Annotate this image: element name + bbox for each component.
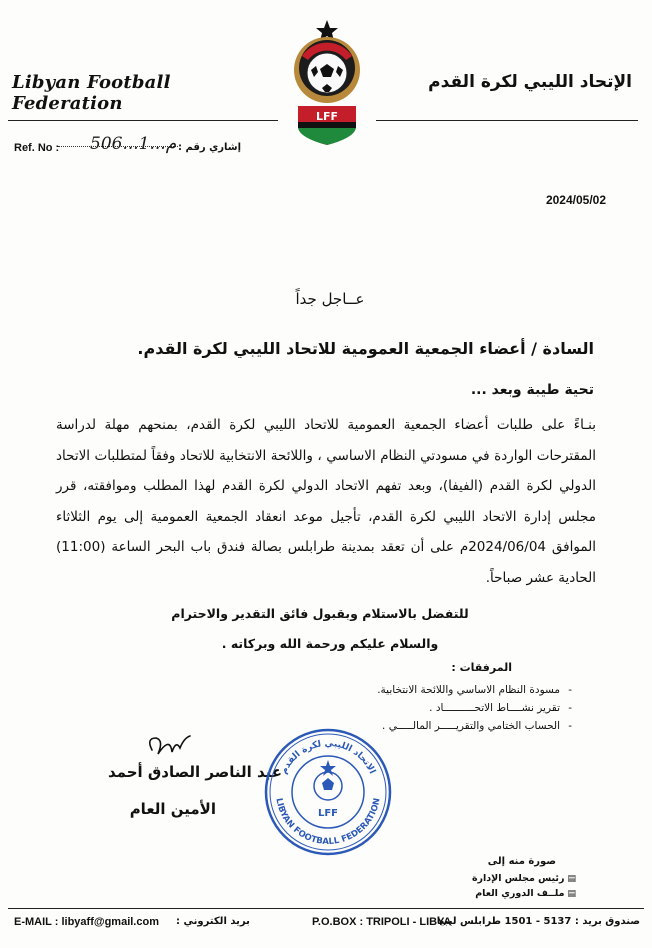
ref-label-ar: إشاري رقم : xyxy=(178,142,242,153)
footer-po-box: P.O.BOX : TRIPOLI - LIBYA xyxy=(312,916,452,928)
urgent-label: عــاجل جداً xyxy=(295,290,365,308)
footer-address-ar: صندوق بريد : 5137 - 1501 طرابلس ليبيا xyxy=(436,916,640,927)
signatory-role: الأمين العام xyxy=(129,800,216,818)
attachment-dash: - xyxy=(568,684,572,696)
logo-text: LFF xyxy=(315,110,339,123)
copy-recipient xyxy=(472,873,576,884)
attachment-item: تقرير نشــــاط الاتحــــــــــاد . xyxy=(429,702,560,714)
ref-number: 506...م...1 xyxy=(90,134,177,154)
document-icon: ▤ xyxy=(567,874,576,884)
footer-email-label-ar: بريد الكتروني : xyxy=(176,916,250,927)
official-stamp xyxy=(262,726,394,858)
footer-rule xyxy=(8,908,644,909)
attachments-title: المرفقات : xyxy=(451,661,512,674)
handwritten-signature xyxy=(140,730,200,762)
closing-line-1: للتفضل بالاستلام وبقبول فائق التقدير والاحترام xyxy=(171,606,469,621)
copy-recipient-label: رئيس مجلس الإدارة xyxy=(471,873,565,884)
document-icon: ▤ xyxy=(567,889,576,899)
recipients-line: السادة / أعضاء الجمعية العمومية للاتحاد الليبي لكرة القدم. xyxy=(137,339,594,358)
header-rule-left xyxy=(8,120,278,121)
letter-date: 2024/05/02 xyxy=(545,193,606,207)
greeting-line: تحية طيبة وبعد ... xyxy=(470,382,594,398)
attachment-item: مسودة النظام الاساسي واللائحة الانتخابية. xyxy=(377,684,560,696)
copies-title: صورة منه إلى xyxy=(487,856,556,867)
signatory-name: عبد الناصر الصادق أحمد xyxy=(107,763,282,781)
stamp-text-en: LIBYAN FOOTBALL FEDERATION xyxy=(273,797,383,848)
body-paragraph: بنـاءً على طلبات أعضاء الجمعية العمومية للاتحاد الليبي لكرة القدم، بمنحهم مهلة لدراسة المقترحات الواردة في مسودتي النظام الاساسي ، واللائحة الانتخابية للاتحاد وفقاً لمتطلبات الاتحاد الدولي لكرة القدم (الفيفا)، وبعد تفهم الاتحاد الدولي لكرة القدم لهذا المطلب وموافقته، قرر مجلس إدارة الاتحاد الليبي لكرة القدم، تأجيل موعد انعقاد الجمعية العمومية إلى يوم الثلاثاء الموافق 2024/06/04م على أن تعقد بمدينة طرابلس بصالة فندق باب البحر الساعة (11:00) الحادية عشر صباحاً. xyxy=(56,417,596,586)
brand-name-ar: الإتحاد الليبي لكرة القدم xyxy=(428,72,632,92)
closing-line-2: والسلام عليكم ورحمة الله وبركاته . xyxy=(221,636,439,651)
lff-logo xyxy=(284,18,370,146)
attachment-dash: - xyxy=(568,702,572,714)
copy-recipient xyxy=(475,888,576,899)
stamp-text-ar: الاتحاد الليبي لكرة القدم xyxy=(279,738,377,776)
stamp-center-text: LFF xyxy=(317,808,339,819)
copy-recipient-label: ملــف الدوري العام xyxy=(475,888,565,899)
brand-name-en: Libyan Football Federation xyxy=(12,72,171,114)
ref-label-en: Ref. No : xyxy=(14,142,60,154)
footer-email: E-MAIL : libyaff@gmail.com xyxy=(14,916,159,928)
attachment-item: الحساب الختامي والتقريـــــر المالـــــي . xyxy=(382,720,560,732)
attachment-dash: - xyxy=(568,720,572,732)
header-rule-right xyxy=(376,120,638,121)
